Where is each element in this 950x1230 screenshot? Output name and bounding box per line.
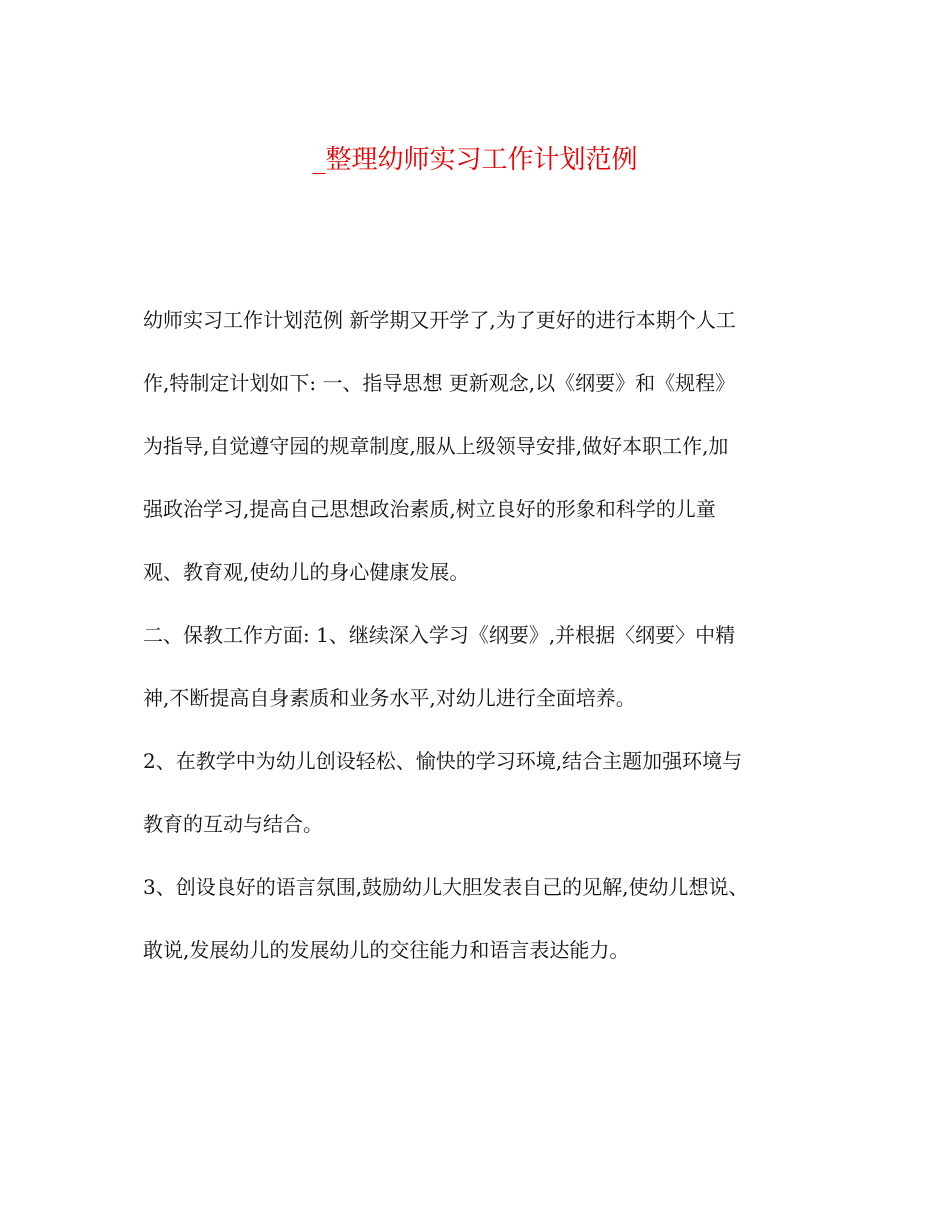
body-line-10: 3、创设良好的语言氛围,鼓励幼儿大胆发表自己的见解,使幼儿想说、 xyxy=(143,875,749,899)
body-line-6: 二、保教工作方面: 1、继续深入学习《纲要》,并根据〈纲要〉中精 xyxy=(143,623,736,647)
body-line-7: 神,不断提高自身素质和业务水平,对幼儿进行全面培养。 xyxy=(143,686,636,710)
body-line-5: 观、教育观,使幼儿的身心健康发展。 xyxy=(143,560,470,584)
body-line-4: 强政治学习,提高自己思想政治素质,树立良好的形象和科学的儿童 xyxy=(143,497,716,521)
body-line-1: 幼师实习工作计划范例 新学期又开学了,为了更好的进行本期个人工 xyxy=(143,308,736,332)
document-title: _整理幼师实习工作计划范例 xyxy=(312,145,638,175)
body-line-9: 教育的互动与结合。 xyxy=(143,812,323,836)
body-line-3: 为指导,自觉遵守园的规章制度,服从上级领导安排,做好本职工作,加 xyxy=(143,434,729,458)
body-line-8: 2、在教学中为幼儿创设轻松、愉快的学习环境,结合主题加强环境与 xyxy=(143,749,743,773)
body-line-11: 敢说,发展幼儿的发展幼儿的交往能力和语言表达能力。 xyxy=(143,938,630,962)
body-line-2: 作,特制定计划如下: 一、指导思想 更新观念,以《纲要》和《规程》 xyxy=(143,371,736,395)
